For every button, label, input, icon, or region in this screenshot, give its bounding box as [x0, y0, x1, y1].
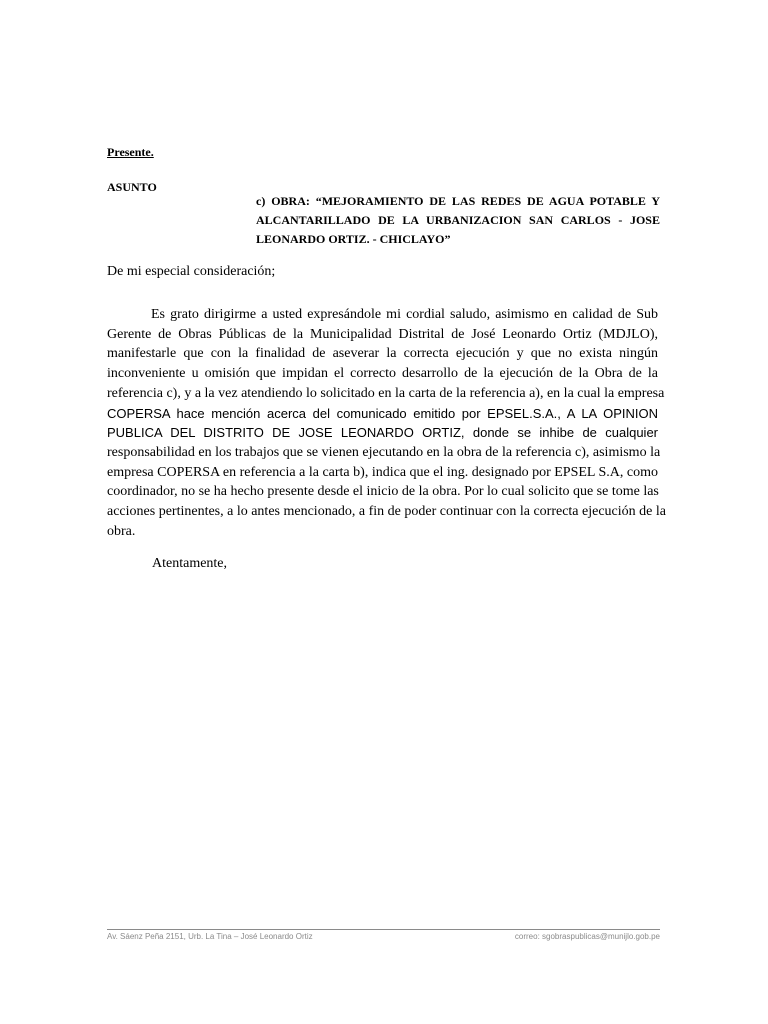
body-line: PUBLICA DEL DISTRITO DE JOSE LEONARDO ORTIZ, donde se inhibe de cualquier [107, 425, 658, 441]
presente-heading: Presente. [107, 145, 154, 159]
body-line: manifestarle que con la finalidad de aseverar la correcta ejecución y que no exista ningún [107, 346, 658, 362]
asunto-subject [256, 192, 660, 249]
footer-email: correo: sgobraspublicas@munijlo.gob.pe [514, 932, 660, 941]
body-line: Es grato dirigirme a usted expresándole mi cordial saludo, asimismo en calidad de Sub [151, 307, 658, 322]
body-line: acciones pertinentes, a lo antes mencionado, a fin de poder continuar con la correcta ejecución de la [107, 504, 666, 520]
footer-address: Av. Sáenz Peña 2151, Urb. La Tina – José Leonardo Ortiz [107, 932, 313, 941]
body-line: coordinador, no se ha hecho presente desde el inicio de la obra. Por lo cual solicito que se tome las [107, 484, 659, 500]
body-line: empresa COPERSA en referencia a la carta b), indica que el ing. designado por EPSEL S.A, como [107, 464, 658, 480]
asunto-line: c) OBRA: “MEJORAMIENTO DE LAS REDES DE AGUA POTABLE Y [256, 194, 660, 208]
body-line: inconveniente u omisión que impidan el correcto desarrollo de la ejecución de la Obra de la [107, 366, 658, 382]
body-line: Gerente de Obras Públicas de la Municipalidad Distrital de José Leonardo Ortiz (MDJLO), [107, 326, 658, 342]
asunto-label: ASUNTO [107, 180, 157, 194]
footer-divider [107, 929, 660, 930]
body-line: referencia c), y a la vez atendiendo lo solicitado en la carta de la referencia a), en la cual la empresa [107, 385, 665, 401]
closing: Atentamente, [152, 556, 228, 571]
greeting: De mi especial consideración; [107, 264, 276, 279]
asunto-line: ALCANTARILLADO DE LA URBANIZACION SAN CARLOS - JOSE [256, 213, 660, 227]
body-line: COPERSA hace mención acerca del comunicado emitido por EPSEL.S.A., A LA OPINION [107, 405, 658, 421]
letter-body [107, 305, 666, 541]
body-line: obra. [107, 523, 136, 539]
body-line: responsabilidad en los trabajos que se vienen ejecutando en la obra de la referencia c), asimismo la [107, 444, 661, 460]
asunto-line: LEONARDO ORTIZ. - CHICLAYO” [256, 232, 451, 246]
